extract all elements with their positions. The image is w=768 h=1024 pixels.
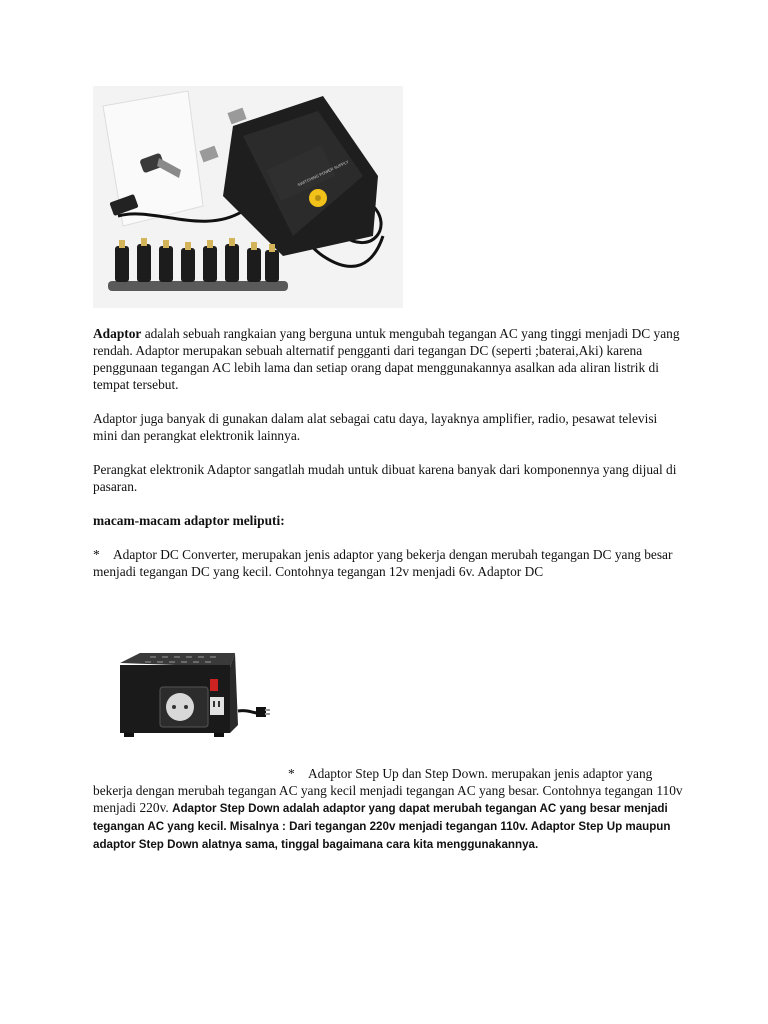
intro-paragraph	[93, 325, 683, 393]
types-heading: macam-macam adaptor meliputi:	[93, 513, 285, 528]
list-item-step-up-down	[93, 765, 683, 853]
step-down-transformer-photo	[110, 645, 272, 743]
bullet-star-icon: *	[288, 766, 295, 781]
adaptor-photo-label: SWITCHING POWER SUPPLY	[296, 159, 350, 188]
step-down-explanation: Adaptor Step Down adalah adaptor yang dapat merubah tegangan AC yang besar menjadi tegangan AC yang kecil. Misalnya : Dari tegangan 220v menjadi tegangan 110v. Adaptor Step Up maupun adaptor Step Down alatnya sama, tinggal bagaimana cara kita menggunakannya.	[93, 802, 671, 851]
universal-adaptor-photo	[93, 86, 403, 308]
bullet-star-icon: *	[93, 547, 100, 562]
list-item-dc-converter	[93, 546, 683, 580]
intro-term: Adaptor	[93, 326, 142, 341]
intro-text: adalah sebuah rangkaian yang berguna untuk mengubah tegangan AC yang tinggi menjadi DC yang rendah. Adaptor merupakan sebuah alternatif pengganti dari tegangan DC (seperti ;baterai,Aki) karena penggunaan tegangan AC lebih lama dan setiap orang dapat menggunakannya asalkan ada aliran listrik di tempat tersebut.	[93, 326, 680, 392]
usage-paragraph: Adaptor juga banyak di gunakan dalam alat sebagai catu daya, layaknya amplifier, radio, pesawat televisi mini dan perangkat elektronik lainnya.	[93, 411, 658, 443]
step-up-down-text: Adaptor Step Up dan Step Down. merupakan jenis adaptor yang bekerja dengan merubah tegangan AC yang kecil menjadi tegangan AC yang besar. Contohnya tegangan 110v menjadi 220v.	[93, 766, 683, 815]
easy-paragraph: Perangkat elektronik Adaptor sangatlah mudah untuk dibuat karena banyak dari komponennya yang dijual di pasaran.	[93, 462, 677, 494]
dc-converter-text: Adaptor DC Converter, merupakan jenis adaptor yang bekerja dengan merubah tegangan DC yang besar menjadi tegangan DC yang kecil. Contohnya tegangan 12v menjadi 6v. Adaptor DC	[93, 547, 673, 579]
